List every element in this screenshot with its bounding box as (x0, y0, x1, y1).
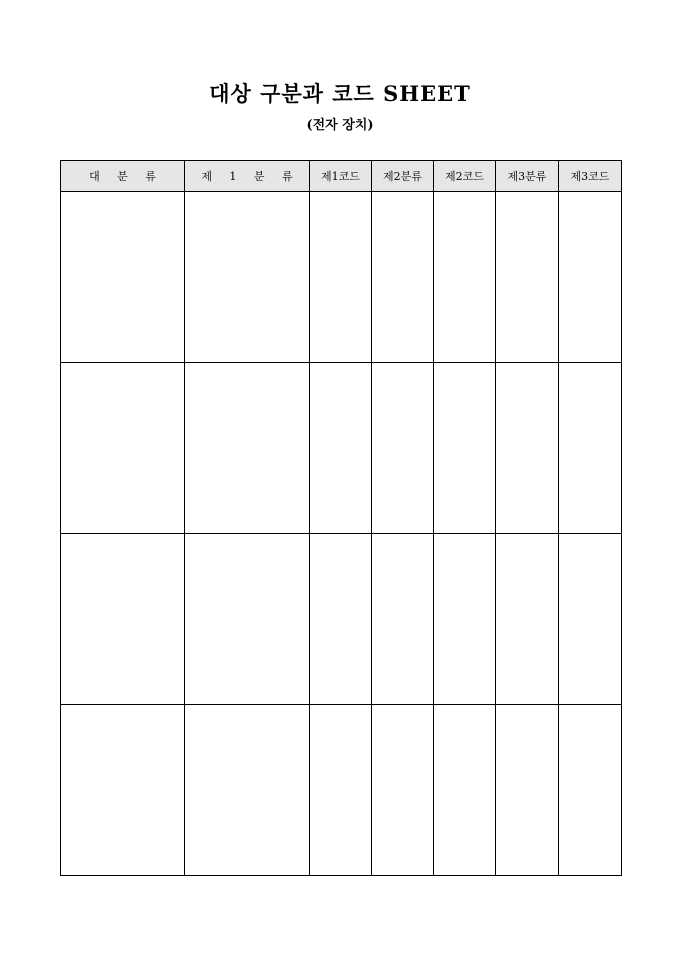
table-cell[interactable] (61, 363, 185, 534)
table-cell[interactable] (185, 363, 310, 534)
header-row (61, 161, 622, 192)
header-major-category: 대 분 류 (61, 161, 185, 192)
header-first-category: 제 1 분 류 (185, 161, 310, 192)
table-cell[interactable] (496, 705, 559, 876)
table-cell[interactable] (559, 192, 622, 363)
table-row (61, 192, 622, 363)
table-cell[interactable] (496, 192, 559, 363)
header-first-code: 제1코드 (310, 161, 372, 192)
table-cell[interactable] (559, 705, 622, 876)
table-row (61, 705, 622, 876)
table-cell[interactable] (372, 705, 434, 876)
document-title: 대상 구분과 코드 SHEET (209, 81, 471, 106)
table-cell[interactable] (61, 705, 185, 876)
header-second-category: 제2분류 (372, 161, 434, 192)
table-cell[interactable] (310, 363, 372, 534)
table-cell[interactable] (185, 534, 310, 705)
table-row (61, 534, 622, 705)
table-row (61, 363, 622, 534)
header-third-category: 제3분류 (496, 161, 559, 192)
table-cell[interactable] (372, 363, 434, 534)
header-second-code: 제2코드 (434, 161, 496, 192)
table-cell[interactable] (434, 192, 496, 363)
table-cell[interactable] (185, 192, 310, 363)
table-cell[interactable] (310, 705, 372, 876)
table-cell[interactable] (434, 363, 496, 534)
table-cell[interactable] (372, 192, 434, 363)
table-cell[interactable] (310, 534, 372, 705)
table-cell[interactable] (434, 534, 496, 705)
table-cell[interactable] (496, 534, 559, 705)
code-sheet-table (60, 160, 622, 876)
table-cell[interactable] (559, 534, 622, 705)
table-cell[interactable] (185, 705, 310, 876)
table-cell[interactable] (61, 534, 185, 705)
table-cell[interactable] (496, 363, 559, 534)
table-cell[interactable] (310, 192, 372, 363)
document-subtitle: (전자 장치) (306, 118, 374, 133)
table-cell[interactable] (372, 534, 434, 705)
table-cell[interactable] (559, 363, 622, 534)
table-cell[interactable] (434, 705, 496, 876)
table-cell[interactable] (61, 192, 185, 363)
header-third-code: 제3코드 (559, 161, 622, 192)
